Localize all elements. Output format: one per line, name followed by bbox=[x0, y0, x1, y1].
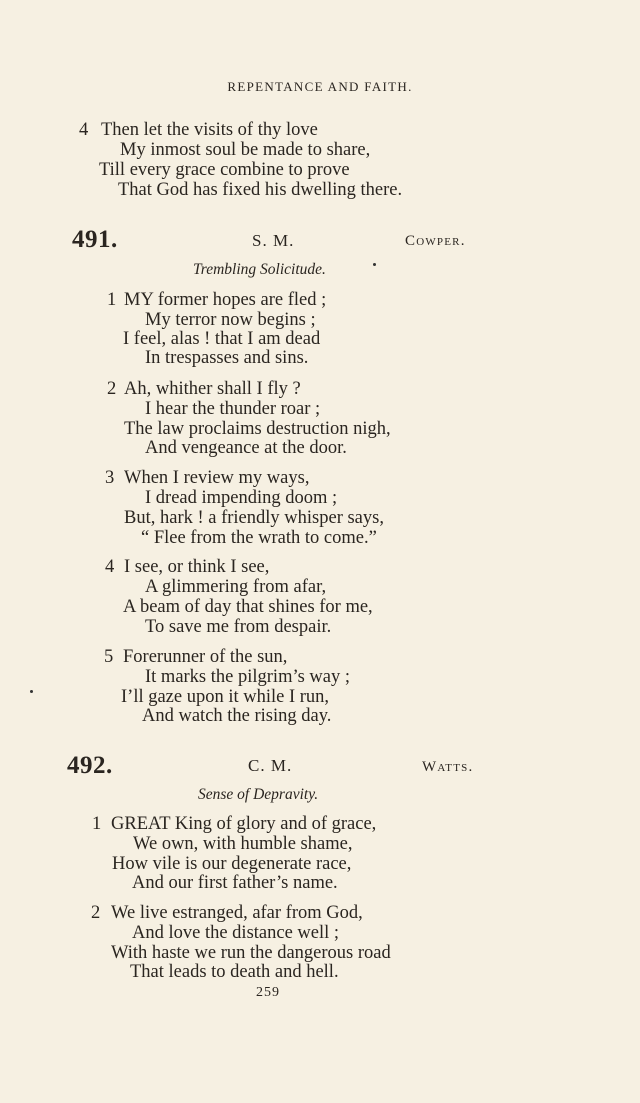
verse-line: It marks the pilgrim’s way ; bbox=[145, 667, 351, 687]
running-header: REPENTANCE AND FAITH. bbox=[227, 79, 413, 94]
stanza-number: 5 bbox=[104, 647, 114, 667]
verse-line: I dread impending doom ; bbox=[145, 488, 338, 508]
verse-line: Ah, whither shall I fly ? bbox=[124, 379, 301, 399]
verse-line: We own, with humble shame, bbox=[133, 834, 353, 854]
verse-line: In trespasses and sins. bbox=[145, 348, 309, 368]
verse-line: With haste we run the dangerous road bbox=[111, 943, 391, 963]
verse-line: “ Flee from the wrath to come.” bbox=[141, 528, 377, 548]
verse-line: MY former hopes are fled ; bbox=[124, 290, 327, 310]
stanza-number: 4 bbox=[79, 120, 89, 140]
stanza-number: 2 bbox=[107, 379, 117, 399]
verse-line: Forerunner of the sun, bbox=[123, 647, 288, 667]
stanza-number: 1 bbox=[92, 814, 102, 834]
verse-line: And our first father’s name. bbox=[132, 873, 338, 893]
hymn-number: 492. bbox=[67, 752, 113, 779]
hymn-subtitle: Trembling Solicitude. bbox=[193, 261, 326, 278]
show-through-texture bbox=[440, 100, 640, 1000]
verse-line: A glimmering from afar, bbox=[145, 577, 327, 597]
verse-line: That leads to death and hell. bbox=[130, 962, 339, 982]
print-speck bbox=[373, 263, 376, 266]
verse-line: And vengeance at the door. bbox=[145, 438, 347, 458]
page-number: 259 bbox=[256, 985, 280, 1000]
verse-line: I hear the thunder roar ; bbox=[145, 399, 321, 419]
verse-line: That God has fixed his dwelling there. bbox=[118, 180, 403, 200]
hymn-subtitle: Sense of Depravity. bbox=[198, 786, 319, 803]
hymn-author: Watts. bbox=[422, 759, 474, 775]
verse-line: A beam of day that shines for me, bbox=[123, 597, 373, 617]
verse-line: Till every grace combine to prove bbox=[99, 160, 350, 180]
verse-line: Then let the visits of thy love bbox=[101, 120, 318, 140]
verse-line: And love the distance well ; bbox=[132, 923, 340, 943]
stanza-number: 4 bbox=[105, 557, 115, 577]
verse-line: I feel, alas ! that I am dead bbox=[123, 329, 321, 349]
stanza-number: 1 bbox=[107, 290, 117, 310]
verse-line: I’ll gaze upon it while I run, bbox=[121, 687, 330, 707]
hymn-number: 491. bbox=[72, 226, 118, 253]
hymn-meter: S. M. bbox=[252, 231, 295, 250]
stanza-number: 2 bbox=[91, 903, 101, 923]
verse-line: GREAT King of glory and of grace, bbox=[111, 814, 377, 834]
verse-line: The law proclaims destruction nigh, bbox=[124, 419, 391, 439]
hymn-author: Cowper. bbox=[405, 233, 466, 249]
verse-line: But, hark ! a friendly whisper says, bbox=[124, 508, 384, 528]
print-speck bbox=[30, 690, 33, 693]
verse-line: I see, or think I see, bbox=[124, 557, 270, 577]
hymn-meter: C. M. bbox=[248, 756, 293, 775]
verse-line: How vile is our degenerate race, bbox=[112, 854, 352, 874]
verse-line: My inmost soul be made to share, bbox=[120, 140, 371, 160]
verse-line: My terror now begins ; bbox=[145, 310, 316, 330]
verse-line: When I review my ways, bbox=[124, 468, 310, 488]
stanza-number: 3 bbox=[105, 468, 115, 488]
verse-line: We live estranged, afar from God, bbox=[111, 903, 363, 923]
verse-line: And watch the rising day. bbox=[142, 706, 332, 726]
verse-line: To save me from despair. bbox=[145, 617, 332, 637]
